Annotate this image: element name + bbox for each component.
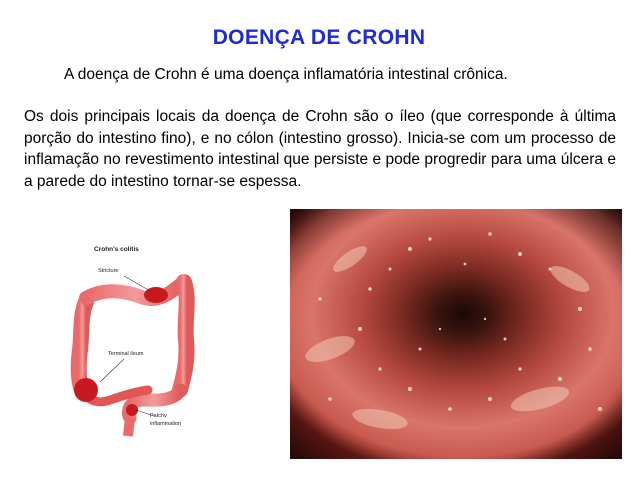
slide-title: DOENÇA DE CROHN (212, 26, 426, 49)
terminal-ileum-inflammation (74, 378, 98, 402)
descending-colon (180, 282, 187, 390)
crohns-colitis-diagram (64, 240, 204, 440)
diagram-title: Crohn's colitis (94, 246, 139, 253)
label-stricture: Stricture (98, 268, 119, 274)
transverse-colon (86, 282, 184, 299)
rectum (128, 418, 130, 436)
label-terminal-ileum: Terminal ileum (108, 351, 144, 357)
endoscopy-photo (290, 209, 622, 459)
slide-paragraph: Os dois principais locais da doença de Crohn são o íleo (que corresponde à última porção do intestino fino), e no cólon (intestino grosso). Inicia-se com um processo de inflamação no revestimento intestinal que persiste e pode progredir para uma úlcera e a parede do intestino tornar-se espessa. (24, 108, 616, 190)
ascending-colon (79, 302, 86, 390)
label-inflammation: inflammation (150, 421, 182, 427)
label-patchy: Patchy (150, 413, 167, 419)
slide-subtitle: A doença de Crohn é uma doença inflamatória intestinal crônica. (64, 66, 508, 83)
